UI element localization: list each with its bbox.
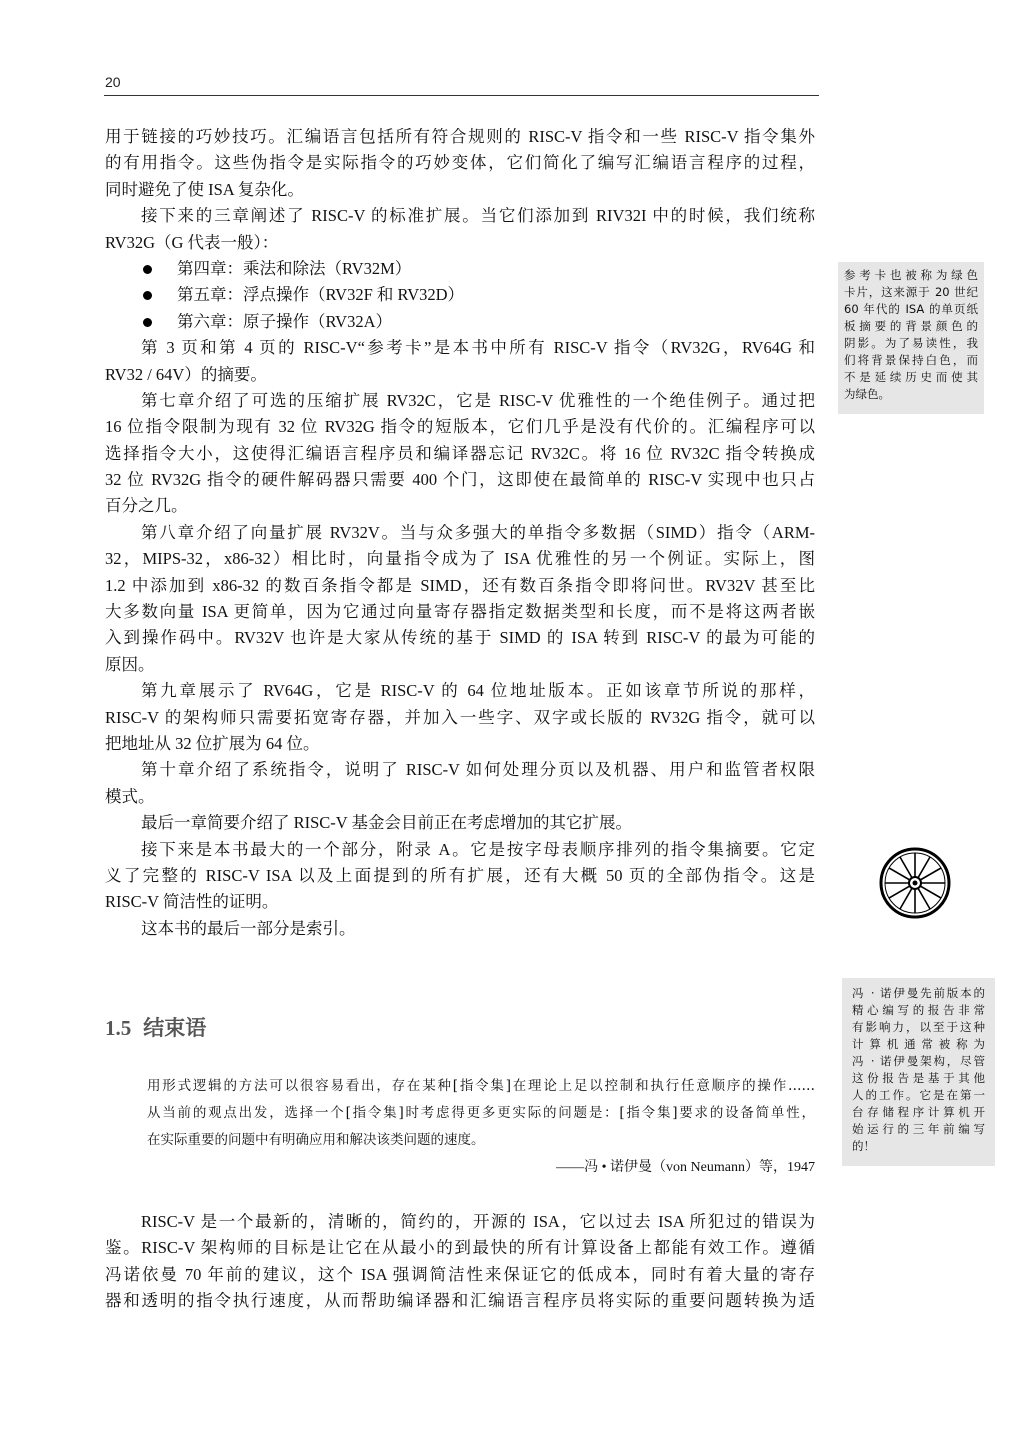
text-line: RISC-V 简洁性的证明。 [105, 892, 279, 912]
text-line: 最后一章简要介绍了 RISC-V 基金会目前正在考虑增加的其它扩展。 [141, 813, 633, 833]
text-line: 这本书的最后一部分是索引。 [141, 918, 356, 938]
text-line: 精心编写的报告非常 [852, 1003, 985, 1017]
text-line: 有影响力，以至于这种 [852, 1020, 985, 1034]
text-line: 选择指令大小，这使得汇编语言程序员和编译器忘记 RV32C。将 16 位 RV32C 指令转换成 [105, 443, 815, 463]
text-line: 人的工作。它是在第一 [852, 1088, 985, 1102]
epigraph-quote [147, 1073, 815, 1154]
text-line: 大多数向量 ISA 更简单，因为它通过向量寄存器指定数据类型和长度，而不是将这两者嵌 [105, 602, 815, 622]
text-line: 把地址从 32 位扩展为 64 位。 [105, 733, 320, 753]
text-line: 60 年代的 ISA 的单页纸 [844, 302, 978, 316]
text-line: 同时避免了使 ISA 复杂化。 [105, 179, 304, 199]
wheel-icon [878, 846, 952, 920]
bullet-icon [143, 318, 152, 327]
bullet-text: 第五章：浮点操作（RV32F 和 RV32D） [177, 285, 465, 305]
text-line: 义了完整的 RISC-V ISA 以及上面提到的所有扩展，还有大概 50 页的全部伪指令。这是 [105, 865, 815, 885]
bullet-item [105, 256, 815, 282]
text-line: 第九章展示了 RV64G，它是 RISC-V 的 64 位地址版本。正如该章节所说的那样， [141, 681, 815, 701]
text-line: 不是延续历史而使其 [844, 370, 978, 384]
text-line: 冯 · 诺伊曼先前版本的 [852, 986, 985, 1000]
bullet-text: 第六章：原子操作（RV32A） [177, 311, 393, 331]
text-line: 从当前的观点出发，选择一个[指令集]时考虑得更多更实际的问题是：[指令集]要求的设备简单性， [147, 1105, 815, 1121]
text-line: 板摘要的背景颜色的 [844, 319, 978, 333]
text-line: 1.2 中添加到 x86-32 的数百条指令都是 SIMD，还有数百条指令即将问世。RV32V 甚至比 [105, 575, 815, 595]
text-line: 卡片，这来源于 20 世纪 [844, 285, 978, 299]
text-line: 32 位 RV32G 指令的硬件解码器只需要 400 个门，这即使在最简单的 RISC-V 实现中也只占 [105, 470, 815, 490]
margin-note-von-neumann [842, 978, 995, 1166]
quote-attribution: ——冯 • 诺伊曼（von Neumann）等，1947 [556, 1160, 815, 1175]
bullet-icon [143, 265, 152, 274]
text-line: 为绿色。 [844, 387, 890, 401]
text-line: 们将背景保持白色，而 [844, 353, 978, 367]
text-line: 鉴。RISC-V 架构师的目标是让它在从最小的到最快的所有计算设备上都能有效工作。遵循 [105, 1238, 815, 1258]
text-line: 百分之几。 [105, 496, 188, 516]
text-line: 入到操作码中。RV32V 也许是大家从传统的基于 SIMD 的 ISA 转到 RISC-V 的最为可能的 [105, 628, 815, 648]
text-line: 用于链接的巧妙技巧。汇编语言包括所有符合规则的 RISC-V 指令和一些 RISC-V 指令集外 [105, 127, 815, 146]
margin-note-reference-card [838, 262, 984, 414]
text-line: RISC-V 是一个最新的，清晰的，简约的，开源的 ISA，它以过去 ISA 所犯过的错误为 [141, 1212, 815, 1231]
text-line: 原因。 [105, 654, 155, 674]
section-number: 1.5 [105, 1016, 132, 1040]
body-text [105, 124, 815, 942]
text-line: 这份报告是基于其他 [852, 1071, 985, 1085]
text-line: 阴影。为了易读性，我 [844, 336, 978, 350]
text-line: 第 3 页和第 4 页的 RISC-V“参考卡”是本书中所有 RISC-V 指令（RV32G，RV64G 和 [141, 338, 815, 358]
text-line: 始运行的三年前编写 [852, 1122, 985, 1136]
text-line: RV32 / 64V）的摘要。 [105, 364, 267, 384]
header-rule [104, 95, 819, 96]
bullet-text: 第四章：乘法和除法（RV32M） [177, 258, 412, 278]
text-line: 冯 · 诺伊曼架构，尽管 [852, 1054, 985, 1068]
text-line: 第十章介绍了系统指令，说明了 RISC-V 如何处理分页以及机器、用户和监管者权限 [141, 760, 815, 780]
text-line: 参考卡也被称为绿色 [844, 268, 978, 282]
text-line: 接下来的三章阐述了 RISC-V 的标准扩展。当它们添加到 RIV32I 中的时候，我们统称 [141, 206, 815, 226]
text-line: RISC-V 的架构师只需要拓宽寄存器，并加入一些字、双字或长版的 RV32G 指令，就可以 [105, 707, 815, 727]
text-line: 器和透明的指令执行速度，从而帮助编译器和汇编语言程序员将实际的重要问题转换为适 [105, 1291, 815, 1311]
text-line: 第八章介绍了向量扩展 RV32V。当与众多强大的单指令多数据（SIMD）指令（ARM- [141, 522, 815, 542]
text-line: 台存储程序计算机开 [852, 1105, 985, 1119]
text-line: 32，MIPS-32，x86-32）相比时，向量指令成为了 ISA 优雅性的另一个例证。实际上，图 [105, 549, 815, 569]
text-line: 用形式逻辑的方法可以很容易看出，存在某种[指令集]在理论上足以控制和执行任意顺序的操作…… [147, 1078, 815, 1094]
text-line: 计 算 机 通 常 被 称 为 [852, 1037, 985, 1051]
text-line: 16 位指令限制为现有 32 位 RV32G 指令的短版本，它们几乎是没有代价的。汇编程序可以 [105, 417, 815, 437]
text-line: 在实际重要的问题中有明确应用和解决该类问题的速度。 [147, 1132, 485, 1148]
section-heading [105, 1012, 218, 1042]
text-line: 的！ [852, 1139, 875, 1153]
text-line: 的有用指令。这些伪指令是实际指令的巧妙变体，它们简化了编写汇编语言程序的过程， [105, 153, 815, 173]
text-line: 第七章介绍了可选的压缩扩展 RV32C，它是 RISC-V 优雅性的一个绝佳例子。通过把 [141, 390, 815, 410]
bullet-item [105, 282, 815, 308]
text-line: 接下来是本书最大的一个部分，附录 A。它是按字母表顺序排列的指令集摘要。它定 [141, 839, 815, 859]
section-title: 结束语 [143, 1016, 207, 1040]
text-line: 冯诺依曼 70 年前的建议，这个 ISA 强调简洁性来保证它的低成本，同时有着大量的寄存 [105, 1264, 815, 1284]
final-paragraph [105, 1209, 815, 1315]
page-number: 20 [105, 74, 121, 90]
bullet-item [105, 309, 815, 335]
text-line: RV32G（G 代表一般）： [105, 232, 279, 252]
text-line: 模式。 [105, 786, 155, 806]
